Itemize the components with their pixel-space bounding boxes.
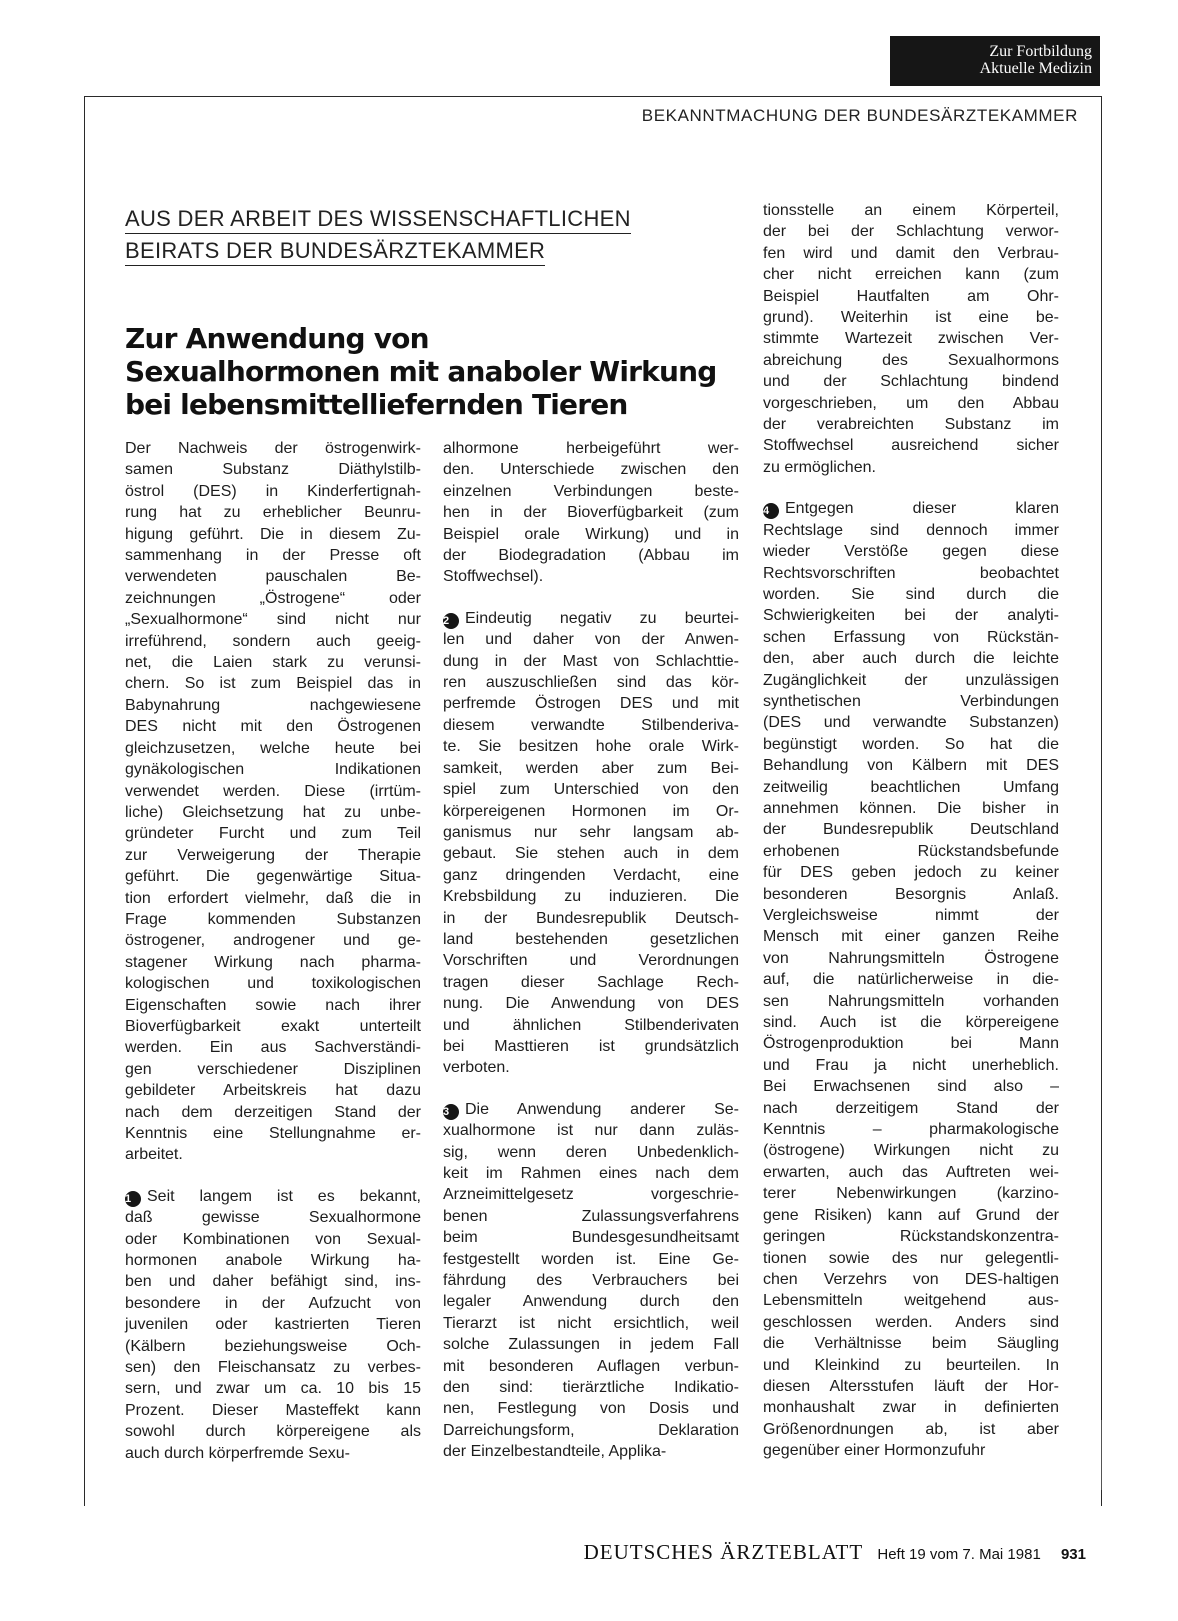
headline-line-3: bei lebensmittelliefernden Tieren <box>125 388 628 421</box>
rubric-line-2: Aktuelle Medizin <box>979 60 1092 77</box>
text-line: higung geführt. Die in diesem Zu- <box>125 525 421 543</box>
text-line: nen, Festlegung von Dosis und <box>443 1400 739 1418</box>
text-line: legaler Anwendung durch den <box>443 1293 739 1311</box>
text-line: geringen Rückstandskonzentra- <box>763 1228 1059 1246</box>
text-line: gynäkologischen Indikationen <box>125 761 421 779</box>
issue-info: Heft 19 vom 7. Mai 1981 <box>877 1546 1041 1563</box>
text-line: fährdung des Verbrauchers bei <box>443 1272 739 1290</box>
text-line: und ähnlichen Stilbenderivaten <box>443 1016 739 1034</box>
text-line: liche) Gleichsetzung hat zu unbe- <box>125 803 421 821</box>
text-line: keit im Rahmen eines nach dem <box>443 1165 739 1182</box>
text-line: chen Verzehrs von DES-haltigen <box>763 1270 1059 1288</box>
text-line: zur Verweigerung der Therapie <box>125 846 421 864</box>
text-line: Östrogenproduktion bei Mann <box>763 1035 1059 1053</box>
text-line: Beispiel orale Wirkung) und in <box>443 525 739 543</box>
text-column-3 <box>763 200 1059 1482</box>
text-line: ren auszuschließen sind das kör- <box>443 674 739 692</box>
text-column-1 <box>125 438 421 1484</box>
text-line: der bei der Schlachtung verwor- <box>763 223 1059 241</box>
text-line: ganz dringenden Verdacht, eine <box>443 866 739 884</box>
text-line: auch durch körperfremde Sexu- <box>125 1444 350 1462</box>
text-line: monhaushalt zwar in definierten <box>763 1399 1059 1417</box>
text-line: begünstigt worden. So hat die <box>763 735 1059 753</box>
section-rubric <box>890 36 1100 86</box>
text-line: abreichung des Sexualhormons <box>763 351 1059 369</box>
text-line: erhobenen Rückstandsbefunde <box>763 842 1059 860</box>
text-line: grund). Weiterhin ist eine be- <box>763 309 1059 327</box>
text-line: Frage kommenden Substanzen <box>125 910 421 928</box>
text-line: Mensch mit einer ganzen Reihe <box>763 928 1059 946</box>
series-title <box>125 206 705 270</box>
text-line: Stoffwechsel ausreichend sicher <box>763 437 1059 455</box>
numbered-paragraph <box>443 608 739 1079</box>
rubric-line-1: Zur Fortbildung <box>989 43 1092 60</box>
text-line: samen Substanz Diäthylstilb- <box>125 461 421 479</box>
paragraph-number-badge: 4 <box>763 503 779 519</box>
text-line: von Nahrungsmitteln Östrogene <box>763 949 1059 967</box>
text-line: hormonen anabole Wirkung ha- <box>125 1252 421 1270</box>
text-line <box>763 498 1059 519</box>
text-line: (Kälbern beziehungsweise Och- <box>125 1337 421 1355</box>
text-line: zeichnungen „Östrogene“ oder <box>125 589 421 607</box>
text-line <box>125 1186 421 1207</box>
text-line: Schwierigkeiten bei der analyti- <box>763 607 1059 625</box>
series-title-line-1: AUS DER ARBEIT DES WISSENSCHAFTLICHEN <box>125 206 631 234</box>
series-title-line-2: BEIRATS DER BUNDESÄRZTEKAMMER <box>125 238 545 266</box>
text-line-content: Entgegen dieser klaren <box>785 500 1059 518</box>
text-line: den. Unterschiede zwischen den <box>443 461 739 479</box>
paragraph-number-badge: 2 <box>443 613 459 629</box>
text-line: Rechtsvorschriften beobachtet <box>763 564 1059 582</box>
text-line: ganismus nur sehr langsam ab- <box>443 823 739 841</box>
text-line: samkeit, werden aber zum Bei- <box>443 759 739 777</box>
text-line: für DES geben jedoch zu keiner <box>763 864 1059 882</box>
text-line: der verabreichten Substanz im <box>763 416 1059 434</box>
text-line: Rechtslage sind dennoch immer <box>763 521 1059 539</box>
paragraph-number-badge: 3 <box>443 1104 459 1120</box>
text-line: festgestellt worden ist. Eine Ge- <box>443 1250 739 1268</box>
paragraph <box>443 438 739 588</box>
text-line: sern, und zwar um ca. 10 bis 15 <box>125 1380 421 1398</box>
text-line: einzelnen Verbindungen beste- <box>443 482 739 500</box>
text-line: sen Nahrungsmitteln vorhanden <box>763 992 1059 1010</box>
text-line: Vergleichsweise nimmt der <box>763 907 1059 924</box>
text-line: vorgeschrieben, um den Abbau <box>763 394 1059 412</box>
text-line: sig, wenn deren Unbedenklich- <box>443 1143 739 1161</box>
text-line: geführt. Die gegenwärtige Situa- <box>125 868 421 886</box>
numbered-paragraph <box>125 1186 421 1464</box>
text-line: spiel zum Unterschied von den <box>443 781 739 799</box>
text-line: tion erfordert vielmehr, daß die in <box>125 889 421 907</box>
text-line: nung. Die Anwendung von DES <box>443 995 739 1013</box>
text-line: benen Zulassungsverfahrens <box>443 1207 739 1225</box>
text-line: DES nicht mit den Östrogenen <box>125 718 421 736</box>
text-line: oder Kombinationen von Sexual- <box>125 1230 421 1248</box>
text-line: alhormone herbeigeführt wer- <box>443 440 739 457</box>
text-line: land bestehenden gesetzlichen <box>443 930 739 948</box>
text-line: wieder Verstöße gegen diese <box>763 543 1059 561</box>
text-line: bei Masttieren ist grundsätzlich <box>443 1037 739 1055</box>
numbered-paragraph <box>763 498 1059 1461</box>
text-line: gleichzusetzen, welche heute bei <box>125 739 421 757</box>
text-line: terer Nebenwirkungen (karzino- <box>763 1185 1059 1203</box>
text-line: mit besonderen Auflagen verbun- <box>443 1357 739 1375</box>
announcement-header: BEKANNTMACHUNG DER BUNDESÄRZTEKAMMER <box>641 106 1078 125</box>
text-line: (DES und verwandte Substanzen) <box>763 714 1059 732</box>
text-line: tragen dieser Sachlage Rech- <box>443 973 739 991</box>
text-line: (östrogene) Wirkungen nicht zu <box>763 1142 1059 1160</box>
text-line: körpereigenen Hormonen im Or- <box>443 802 739 820</box>
text-line: Bioverfügbarkeit exakt unterteilt <box>125 1017 421 1035</box>
text-line: schen Erfassung von Rückstän- <box>763 628 1059 646</box>
text-line: Lebensmitteln weitgehend aus- <box>763 1292 1059 1310</box>
text-line: und Frau ja nicht unerheblich. <box>763 1056 1059 1074</box>
text-line: Tierarzt ist nicht ersichtlich, weil <box>443 1314 739 1332</box>
text-line: Vorschriften und Verordnungen <box>443 952 739 970</box>
text-line: juvenilen oder kastrierten Tieren <box>125 1316 421 1334</box>
text-line: kologischen und toxikologischen <box>125 975 421 993</box>
paragraph <box>763 200 1059 478</box>
text-line: stagener Wirkung nach pharma- <box>125 953 421 971</box>
text-line: Kenntnis – pharmakologische <box>763 1121 1059 1139</box>
text-line: solche Zulassungen in jedem Fall <box>443 1336 739 1354</box>
paragraph-number-badge: 1 <box>125 1191 141 1207</box>
text-line: zeitweilig beachtlichen Umfang <box>763 778 1059 796</box>
text-line: Stoffwechsel). <box>443 568 544 586</box>
text-line: sen) den Fleischansatz zu verbes- <box>125 1359 421 1377</box>
text-line: östrol (DES) in Kinderfertignah- <box>125 482 421 500</box>
text-line: auf, die natürlicherweise in die- <box>763 971 1059 989</box>
text-line: sammenhang in der Presse oft <box>125 547 421 565</box>
text-line: rung hat zu erheblicher Beunru- <box>125 504 421 522</box>
text-line: perfremde Östrogen DES und mit <box>443 695 739 713</box>
text-line: den sind: tierärztliche Indikatio- <box>443 1379 739 1397</box>
text-line: verboten. <box>443 1059 510 1077</box>
page-edge-rule <box>1101 1420 1102 1490</box>
journal-name: DEUTSCHES ÄRZTEBLATT <box>583 1540 864 1564</box>
text-line: zu ermöglichen. <box>763 458 876 476</box>
text-line: Größenordnungen ab, ist aber <box>763 1420 1059 1438</box>
text-line: besondere in der Aufzucht von <box>125 1294 421 1312</box>
text-line-content: Die Anwendung anderer Se- <box>465 1100 739 1118</box>
page-number: 931 <box>1060 1546 1086 1563</box>
text-line: Arzneimittelgesetz vorgeschrie- <box>443 1186 739 1204</box>
text-line: tionsstelle an einem Körperteil, <box>763 202 1059 219</box>
numbered-paragraph <box>443 1099 739 1463</box>
text-line: erwarten, auch das Auftreten wei- <box>763 1163 1059 1181</box>
text-line: und der Schlachtung bindend <box>763 373 1059 391</box>
text-line: arbeitet. <box>125 1146 183 1164</box>
text-line: gegenüber einer Hormonzufuhr <box>763 1442 986 1460</box>
text-line: te. Sie besitzen hohe orale Wirk- <box>443 738 739 756</box>
text-line: gene Risiken) kann auf Grund der <box>763 1206 1059 1224</box>
text-line: Beispiel Hautfalten am Ohr- <box>763 287 1059 305</box>
text-line: stimmte Wartezeit zwischen Ver- <box>763 330 1059 348</box>
text-line: tionen sowie des nur gelegentli- <box>763 1249 1059 1267</box>
text-line: len und daher von der Anwen- <box>443 631 739 649</box>
text-line: gebaut. Sie stehen auch in dem <box>443 845 739 863</box>
text-line: besonderen Besorgnis Anlaß. <box>763 885 1059 903</box>
text-line: hen in der Bioverfügbarkeit (zum <box>443 504 739 522</box>
text-line: in der Bundesrepublik Deutsch- <box>443 909 739 927</box>
text-line: Krebsbildung zu induzieren. Die <box>443 888 739 906</box>
article-headline <box>125 322 717 421</box>
text-line: xualhormone ist nur dann zuläs- <box>443 1122 739 1140</box>
text-column-2 <box>443 438 739 1483</box>
text-line: nach derzeitigem Stand der <box>763 1099 1059 1117</box>
text-line: Bei Erwachsenen sind also – <box>763 1078 1059 1096</box>
text-line: geschlossen werden. Anders sind <box>763 1313 1059 1331</box>
headline-line-2: Sexualhormonen mit anaboler Wirkung <box>125 355 717 388</box>
text-line: den, aber auch durch die leichte <box>763 650 1059 668</box>
text-line: der Bundesrepublik Deutschland <box>763 821 1059 839</box>
text-line: verwendet werden. Diese (irrtüm- <box>125 782 421 800</box>
text-line: gebildeter Arbeitskreis hat dazu <box>125 1082 421 1100</box>
text-line-content: Seit langem ist es bekannt, <box>147 1187 421 1205</box>
paragraph <box>125 438 421 1166</box>
text-line: gen verschiedener Disziplinen <box>125 1060 421 1078</box>
text-line: Eigenschaften sowie nach ihrer <box>125 996 421 1014</box>
text-line: die Verhältnisse beim Säugling <box>763 1335 1059 1353</box>
text-line: der Biodegradation (Abbau im <box>443 547 739 565</box>
text-line: beim Bundesgesundheitsamt <box>443 1229 739 1247</box>
text-line: daß gewisse Sexualhormone <box>125 1209 421 1227</box>
text-line: fen wird und damit den Verbrau- <box>763 244 1059 262</box>
text-line: dung in der Mast von Schlachttie- <box>443 652 739 670</box>
text-line: der Einzelbestandteile, Applika- <box>443 1443 667 1461</box>
text-line: sind. Auch ist die körpereigene <box>763 1014 1059 1032</box>
text-line: sowohl durch körpereigene als <box>125 1423 421 1441</box>
text-line: Der Nachweis der östrogenwirk- <box>125 440 421 457</box>
page-footer <box>584 1540 1086 1565</box>
text-line: cher nicht erreichen kann (zum <box>763 266 1059 284</box>
text-line: Behandlung von Kälbern mit DES <box>763 757 1059 775</box>
text-line: und Kleinkind zu beurteilen. In <box>763 1356 1059 1374</box>
text-line: Zugänglichkeit der unzulässigen <box>763 671 1059 689</box>
text-line: synthetischen Verbindungen <box>763 692 1059 710</box>
text-line: Kenntnis eine Stellungnahme er- <box>125 1125 421 1142</box>
text-line: Prozent. Dieser Masteffekt kann <box>125 1401 421 1419</box>
text-line: verwendeten pauschalen Be- <box>125 568 421 586</box>
headline-line-1: Zur Anwendung von <box>125 322 429 355</box>
text-line: diesen Altersstufen läuft der Hor- <box>763 1377 1059 1395</box>
text-line: werden. Ein aus Sachverständi- <box>125 1039 421 1057</box>
text-line: Darreichungsform, Deklaration <box>443 1421 739 1439</box>
text-line: Babynahrung nachgewiesene <box>125 696 421 714</box>
text-line <box>443 1099 739 1120</box>
text-line: worden. Sie sind durch die <box>763 585 1059 603</box>
text-line: nach dem derzeitigen Stand der <box>125 1103 421 1121</box>
text-line: östrogener, androgener und ge- <box>125 932 421 950</box>
text-line: irreführend, sondern auch geeig- <box>125 632 421 650</box>
text-line <box>443 608 739 629</box>
text-line: ben und daher befähigt sind, ins- <box>125 1273 421 1291</box>
text-line: diesem verwandte Stilbenderiva- <box>443 716 739 734</box>
text-line: chern. So ist zum Beispiel das in <box>125 675 421 693</box>
text-line: net, die Laien stark zu verunsi- <box>125 654 421 672</box>
text-line: „Sexualhormone“ sind nicht nur <box>125 611 421 629</box>
text-line-content: Eindeutig negativ zu beurtei- <box>465 609 739 627</box>
text-line: annehmen können. Die bisher in <box>763 799 1059 817</box>
text-line: gründeter Furcht und zum Teil <box>125 825 421 843</box>
